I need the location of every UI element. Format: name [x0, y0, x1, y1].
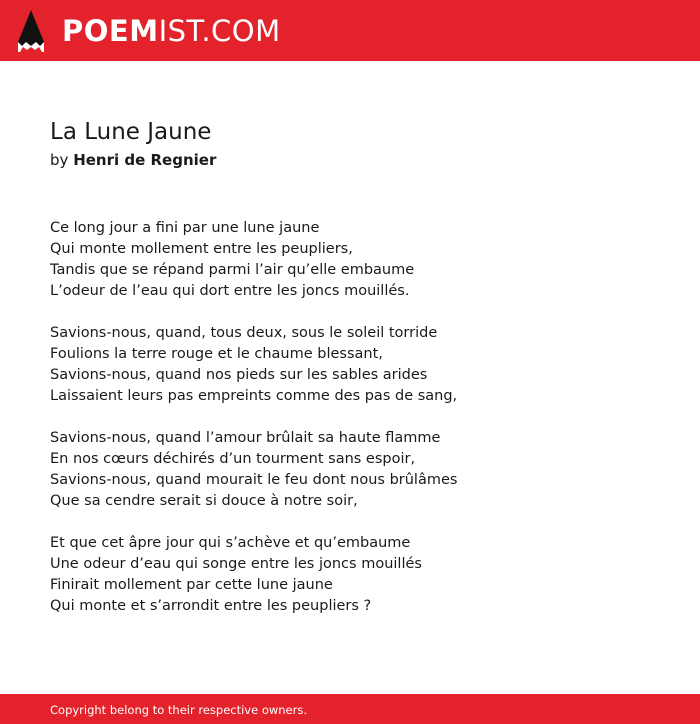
stanza — [50, 428, 670, 512]
stanza — [50, 323, 670, 407]
poem-line: Qui monte et s’arrondit entre les peupliers ? — [50, 598, 372, 614]
copyright-notice: Copyright belong to their respective owners. — [50, 703, 308, 717]
poem-container — [50, 117, 670, 638]
stanza — [50, 218, 670, 302]
pencil-tip-icon[interactable] — [18, 10, 44, 52]
poem-line: Qui monte mollement entre les peupliers, — [50, 241, 353, 257]
poem-line: Ce long jour a fini par une lune jaune — [50, 220, 320, 236]
poem-line: L’odeur de l’eau qui dort entre les joncs mouillés. — [50, 283, 410, 299]
poem-line: Que sa cendre serait si douce à notre soir, — [50, 493, 358, 509]
poem-line: Savions-nous, quand mourait le feu dont nous brûlâmes — [50, 472, 458, 488]
poem-line: En nos cœurs déchirés d’un tourment sans espoir, — [50, 451, 416, 467]
stanza — [50, 533, 670, 617]
poem-line: Foulions la terre rouge et le chaume blessant, — [50, 346, 383, 362]
poem-line: Savions-nous, quand, tous deux, sous le soleil torride — [50, 325, 438, 341]
site-footer — [0, 694, 700, 724]
poem-line: Savions-nous, quand l’amour brûlait sa haute flamme — [50, 430, 441, 446]
poem-line: Et que cet âpre jour qui s’achève et qu’embaume — [50, 535, 411, 551]
logo-text-light: IST.COM — [158, 14, 281, 48]
logo-text-bold: POEM — [62, 14, 159, 48]
poem-line: Laissaient leurs pas empreints comme des pas de sang, — [50, 388, 458, 404]
poem-line: Finirait mollement par cette lune jaune — [50, 577, 333, 593]
poem-line: Une odeur d’eau qui songe entre les joncs mouillés — [50, 556, 422, 572]
poem-body — [50, 218, 670, 617]
poem-line: Tandis que se répand parmi l’air qu’elle embaume — [50, 262, 415, 278]
poem-title: La Lune Jaune — [50, 119, 212, 145]
byline — [50, 149, 670, 171]
poem-line: Savions-nous, quand nos pieds sur les sables arides — [50, 367, 428, 383]
site-header — [0, 0, 700, 61]
byline-prefix: by — [50, 151, 69, 169]
author-name[interactable]: Henri de Regnier — [73, 151, 217, 169]
site-logo[interactable] — [62, 13, 281, 49]
